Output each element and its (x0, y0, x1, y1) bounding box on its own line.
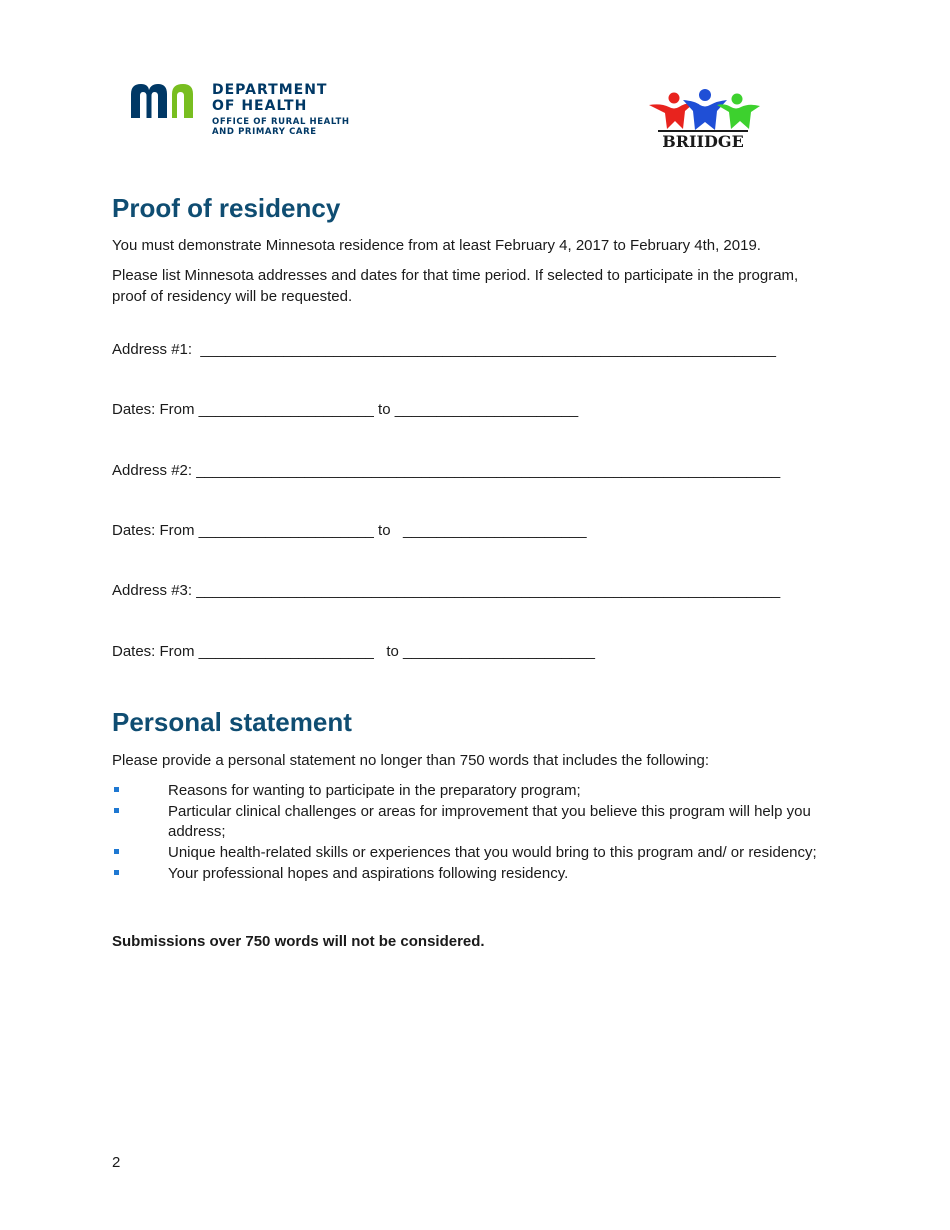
address-3-field[interactable]: Address #3: ______________________________________________________________________ (112, 582, 781, 599)
proof-instruction-line2: proof of residency will be requested. (112, 288, 353, 305)
mn-mark-icon (131, 84, 203, 118)
dates-2-field[interactable]: Dates: From _____________________ to ______________________ (112, 522, 587, 539)
dates-1-field[interactable]: Dates: From _____________________ to ______________________ (112, 401, 579, 418)
mdh-line1: DEPARTMENT (212, 82, 328, 98)
address-2-field[interactable]: Address #2: ______________________________________________________________________ (112, 462, 781, 479)
people-figures-icon (647, 89, 762, 131)
bullet-square-icon (114, 808, 119, 813)
mdh-line2: OF HEALTH (212, 98, 308, 114)
list-item-text: Your professional hopes and aspirations following residency. (168, 865, 569, 882)
word-limit-note: Submissions over 750 words will not be considered. (112, 933, 485, 950)
list-item (112, 802, 848, 842)
list-item (112, 781, 848, 801)
list-item-text: Unique health-related skills or experiences that you would bring to this program and/ or residency; (168, 844, 817, 861)
proof-heading: Proof of residency (112, 193, 341, 223)
briidge-logo (647, 89, 762, 151)
bullet-square-icon (114, 849, 119, 854)
list-item (112, 864, 848, 884)
bullet-square-icon (114, 870, 119, 875)
bullet-square-icon (114, 787, 119, 792)
personal-heading: Personal statement (112, 707, 352, 737)
mdh-logo (131, 82, 371, 144)
mdh-line3: OFFICE OF RURAL HEALTH (212, 117, 350, 127)
mdh-line4: AND PRIMARY CARE (212, 127, 317, 137)
personal-intro: Please provide a personal statement no longer than 750 words that includes the following: (112, 752, 710, 769)
requirements-list (112, 781, 848, 885)
page-number: 2 (112, 1154, 121, 1171)
briidge-wordmark (658, 130, 748, 152)
list-item (112, 843, 848, 863)
list-item-text: Reasons for wanting to participate in the preparatory program; (168, 782, 581, 799)
briidge-text: BRIIDGE (662, 132, 744, 151)
list-item-text: Particular clinical challenges or areas for improvement that you believe this program will help you address; (168, 803, 811, 840)
proof-intro: You must demonstrate Minnesota residence from at least February 4, 2017 to February 4th, 2019. (112, 237, 761, 254)
dates-3-field[interactable]: Dates: From _____________________ to _______________________ (112, 643, 595, 660)
address-1-field[interactable]: Address #1: _____________________________________________________________________ (112, 341, 776, 358)
proof-instruction-line1: Please list Minnesota addresses and dates for that time period. If selected to participate in the program, (112, 267, 799, 284)
